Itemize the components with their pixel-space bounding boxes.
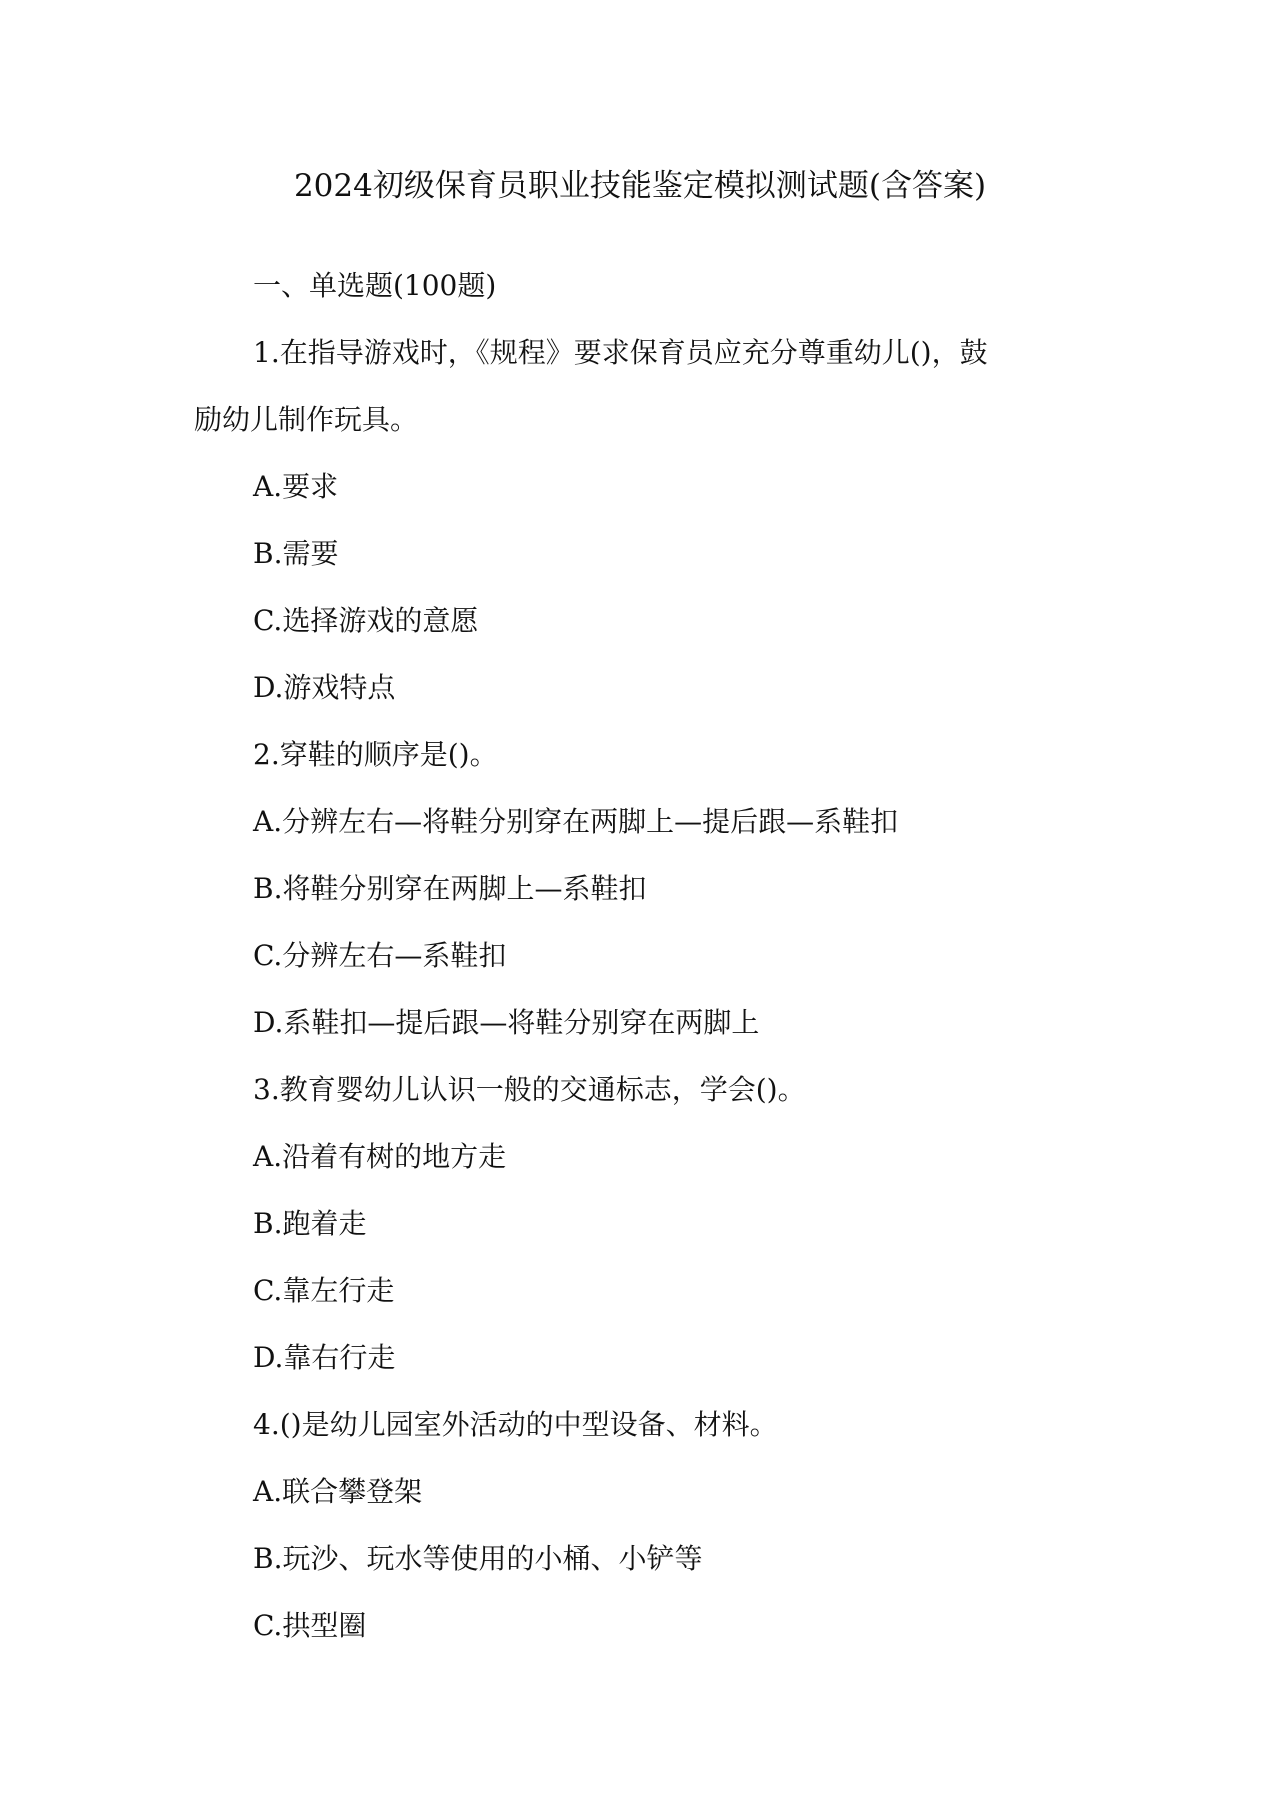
- question-4-option-c: C.拱型圈: [253, 1609, 367, 1642]
- question-4-option-b: B.玩沙、玩水等使用的小桶、小铲等: [253, 1542, 703, 1575]
- document-title: 2024初级保育员职业技能鉴定模拟测试题(含答案): [293, 168, 987, 204]
- question-1-option-d: D.游戏特点: [253, 671, 396, 704]
- question-1-option-a: A.要求: [253, 470, 339, 503]
- question-3-option-b: B.跑着走: [253, 1207, 367, 1240]
- question-4-option-a: A.联合攀登架: [253, 1475, 423, 1508]
- question-1-stem: 1.在指导游戏时，《规程》要求保育员应充分尊重幼儿()，鼓: [253, 336, 988, 369]
- question-2-option-d: D.系鞋扣—提后跟—将鞋分别穿在两脚上: [253, 1006, 760, 1039]
- question-3-option-a: A.沿着有树的地方走: [253, 1140, 507, 1173]
- question-3-stem: 3.教育婴幼儿认识一般的交通标志，学会()。: [253, 1073, 806, 1106]
- question-3-option-c: C.靠左行走: [253, 1274, 395, 1307]
- question-2-option-b: B.将鞋分别穿在两脚上—系鞋扣: [253, 872, 647, 905]
- question-2-stem: 2.穿鞋的顺序是()。: [253, 738, 498, 771]
- question-2-option-a: A.分辨左右—将鞋分别穿在两脚上—提后跟—系鞋扣: [253, 805, 899, 838]
- question-1-option-c: C.选择游戏的意愿: [253, 604, 479, 637]
- section-heading: 一、单选题(100题): [253, 269, 497, 302]
- question-1-option-b: B.需要: [253, 537, 339, 570]
- question-2-option-c: C.分辨左右—系鞋扣: [253, 939, 507, 972]
- question-3-option-d: D.靠右行走: [253, 1341, 396, 1374]
- question-4-stem: 4.()是幼儿园室外活动的中型设备、材料。: [253, 1408, 778, 1441]
- question-1-stem-continued: 励幼儿制作玩具。: [194, 403, 419, 436]
